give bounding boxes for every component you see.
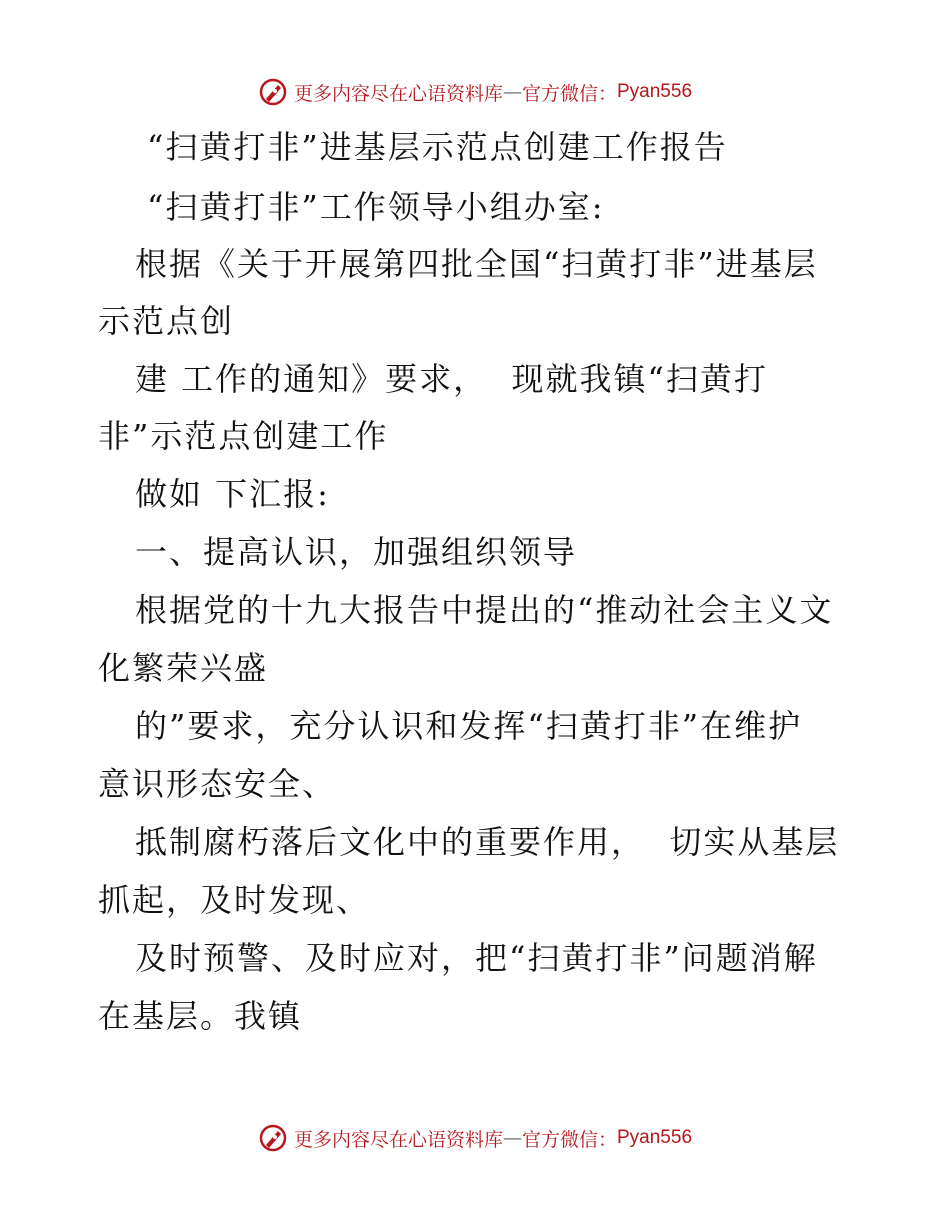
body-line: 根据党的十九大报告中提出的“推动社会主义文 [135,591,834,629]
body-line: 及时预警、及时应对，把“扫黄打非”问题消解 [135,939,818,977]
section-heading: 一、提高认识，加强组织领导 [135,533,578,571]
body-line: 的”要求，充分认识和发挥“扫黄打非”在维护 [135,707,803,745]
body-line: 抵制腐朽落后文化中的重要作用， 切实从基层 [135,823,840,861]
body-line: 在基层。我镇 [98,997,303,1035]
pen-nib-circle-icon [258,77,288,107]
watermark-sub-text: 官方微信： [521,1128,617,1151]
body-line: 意识形态安全、 [98,765,337,803]
watermark-wechat-id: Pyan556 [617,81,693,102]
body-line: 做如 下汇报: [135,475,330,513]
body-line: 示范点创 [98,302,235,340]
pen-nib-circle-icon [258,1123,288,1153]
body-line: 抓起，及时发现、 [98,881,371,919]
watermark-sub-text: 官方微信： [521,82,617,105]
watermark-main-text: 更多内容尽在心语资料库 [293,82,503,105]
watermark-separator: — [502,1127,522,1149]
footer-watermark [0,1118,950,1158]
body-line: 化繁荣兴盛 [98,649,269,687]
salutation-line: “扫黄打非”工作领导小组办室: [147,188,605,226]
body-line: 根据《关于开展第四批全国“扫黄打非”进基层 [135,245,818,283]
body-line: 建 工作的通知》要求， 现就我镇“扫黄打 [135,360,768,398]
watermark-wechat-id: Pyan556 [617,1127,693,1148]
document-title: “扫黄打非”进基层示范点创建工作报告 [147,128,728,166]
body-line: 非”示范点创建工作 [98,417,389,455]
watermark-separator: — [502,81,522,103]
header-watermark [0,72,950,112]
watermark-main-text: 更多内容尽在心语资料库 [293,1128,503,1151]
